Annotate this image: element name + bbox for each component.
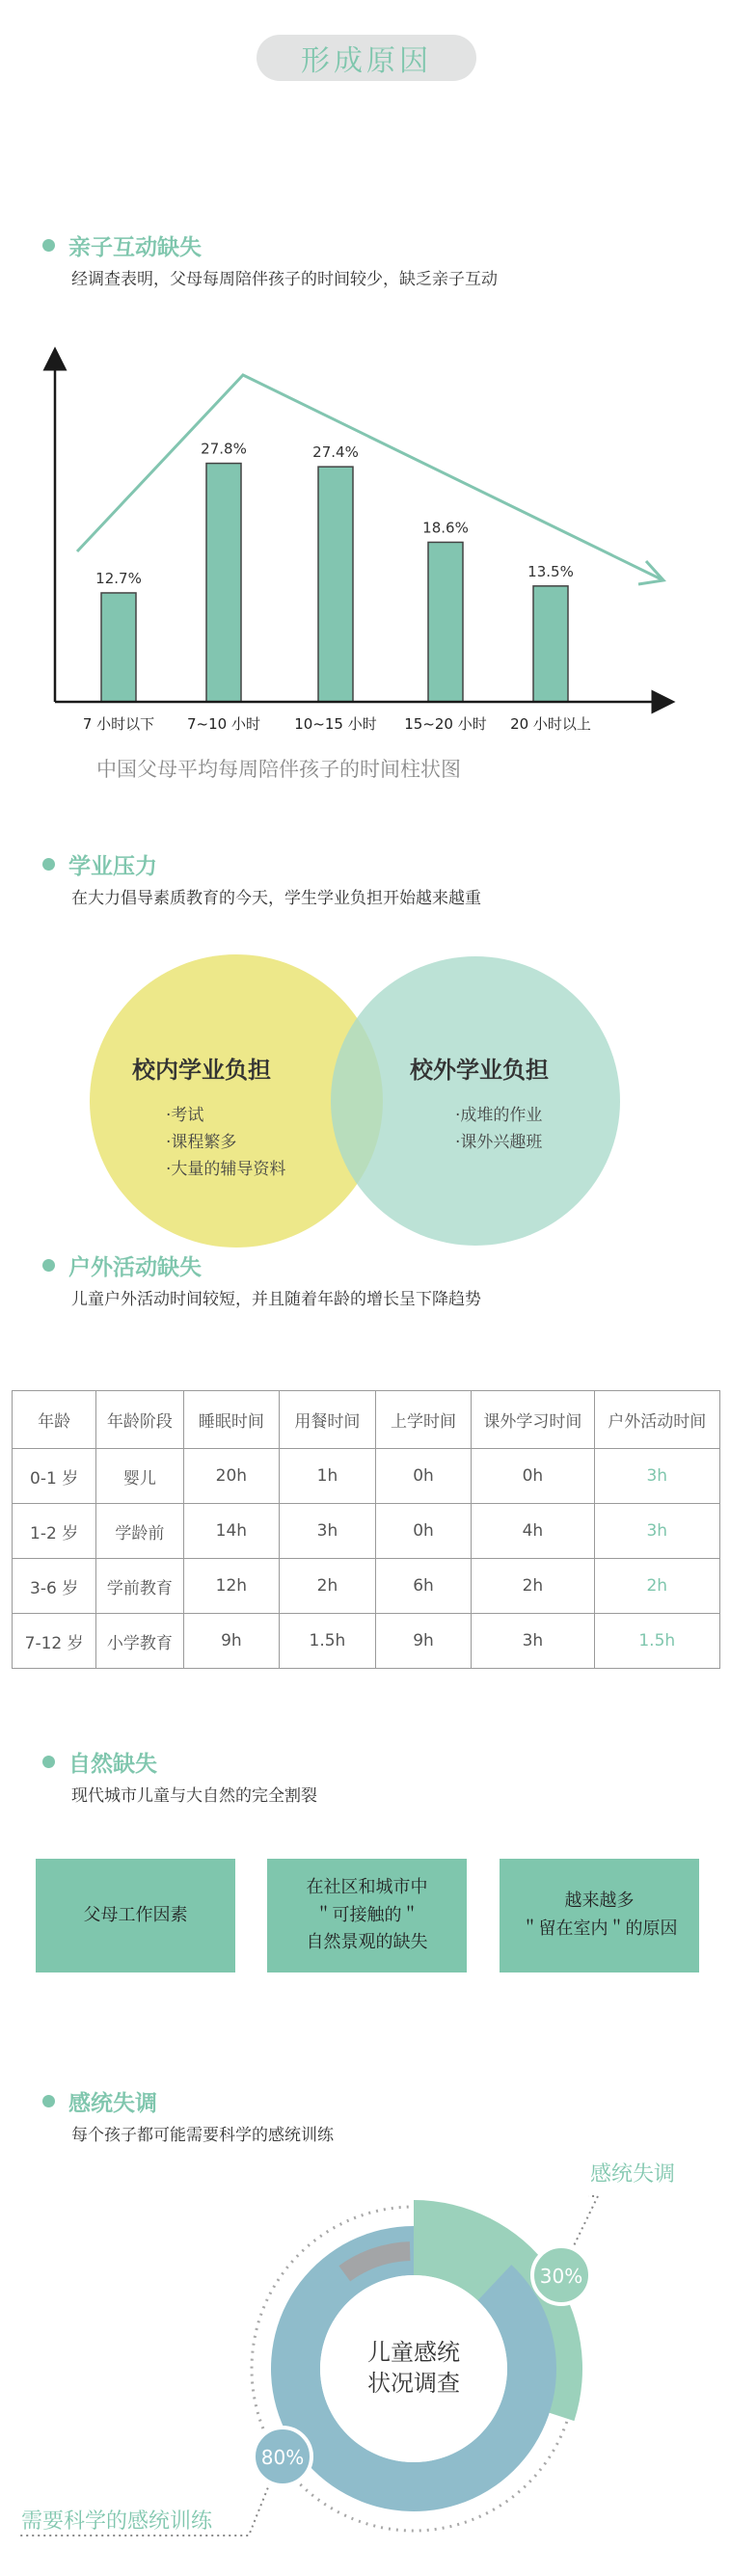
section-subtitle: 儿童户外活动时间较短，并且随着年龄的增长呈下降趋势 (71, 1290, 481, 1309)
percent-label-training: 80% (260, 2446, 305, 2469)
bullet-dot-icon (42, 2095, 55, 2107)
section-heading-text: 亲子互动缺失 (68, 235, 202, 260)
table-cell-outdoor: 1.5h (594, 1614, 719, 1669)
bar-chart-title: 中国父母平均每周陪伴孩子的时间柱状图 (96, 758, 461, 781)
section-subtitle: 经调查表明，父母每周陪伴孩子的时间较少，缺乏亲子互动 (71, 270, 498, 289)
table-cell: 0-1 岁 (13, 1449, 96, 1504)
bullet-dot-icon (42, 1756, 55, 1768)
table-cell: 14h (183, 1504, 280, 1559)
table-cell: 9h (183, 1614, 280, 1669)
table-header-cell: 课外学习时间 (472, 1391, 594, 1449)
donut-center-title-line: 状况调查 (367, 2370, 460, 2397)
section-heading-sensory (42, 2085, 157, 2117)
bar (101, 593, 136, 702)
activity-table (12, 1390, 720, 1669)
slice-label-training: 需要科学的感统训练 (21, 2509, 213, 2534)
table-cell: 7-12 岁 (13, 1614, 96, 1669)
nature-box-line: 自然景观的缺失 (306, 1932, 428, 1953)
section-heading-text: 学业压力 (68, 854, 157, 879)
bar-chart (0, 337, 730, 800)
bar (533, 586, 568, 702)
bar-value-label: 27.4% (312, 443, 359, 462)
table-cell: 0h (375, 1504, 472, 1559)
table-cell: 0h (472, 1449, 594, 1504)
table-cell: 1.5h (280, 1614, 376, 1669)
nature-box-parents-work (36, 1859, 235, 1972)
bar (318, 467, 353, 702)
x-tick-label: 7 小时以下 (82, 715, 155, 733)
bar-value-label: 18.6% (422, 519, 469, 537)
section-subtitle: 现代城市儿童与大自然的完全割裂 (71, 1786, 317, 1806)
section-heading-academic (42, 848, 157, 880)
nature-box-line: ＂可接触的＂ (314, 1904, 419, 1925)
venn-left-title: 校内学业负担 (132, 1057, 271, 1084)
nature-box-landscape (267, 1859, 467, 1972)
nature-box-line: 越来越多 (564, 1891, 635, 1912)
table-header-cell: 上学时间 (375, 1391, 472, 1449)
table-cell-outdoor: 2h (594, 1559, 719, 1614)
bullet-dot-icon (42, 858, 55, 871)
table-header-cell: 年龄阶段 (96, 1391, 183, 1449)
nature-box-line: ＂留在室内＂的原因 (521, 1919, 678, 1939)
section-heading-text: 户外活动缺失 (68, 1255, 202, 1280)
donut-center (320, 2275, 507, 2462)
x-tick-label: 10~15 小时 (294, 715, 377, 733)
table-row (13, 1614, 720, 1669)
section-heading-text: 感统失调 (68, 2091, 157, 2116)
table-cell: 0h (375, 1449, 472, 1504)
table-cell: 婴儿 (96, 1449, 183, 1504)
table-cell: 20h (183, 1449, 280, 1504)
bar-value-label: 13.5% (527, 562, 574, 580)
table-cell-outdoor: 3h (594, 1449, 719, 1504)
section-heading-parent-child (42, 229, 202, 261)
venn-left-item: ·课程繁多 (166, 1133, 237, 1152)
x-tick-label: 20 小时以上 (510, 715, 591, 733)
bullet-dot-icon (42, 239, 55, 252)
nature-box-indoor (500, 1859, 699, 1972)
venn-diagram (0, 940, 730, 1268)
table-cell: 3h (280, 1504, 376, 1559)
bullet-dot-icon (42, 1259, 55, 1272)
table-cell: 6h (375, 1559, 472, 1614)
nature-box-line: 父母工作因素 (83, 1904, 188, 1925)
nature-box-line: 在社区和城市中 (306, 1876, 428, 1897)
table-header-cell: 年龄 (13, 1391, 96, 1449)
table-row (13, 1559, 720, 1614)
table-header-row (13, 1391, 720, 1449)
table-cell: 3h (472, 1614, 594, 1669)
venn-right-item: ·成堆的作业 (455, 1106, 543, 1125)
table-cell: 3-6 岁 (13, 1559, 96, 1614)
table-header-cell: 睡眠时间 (183, 1391, 280, 1449)
venn-right-title: 校外学业负担 (410, 1057, 549, 1084)
table-cell: 4h (472, 1504, 594, 1559)
x-tick-label: 15~20 小时 (404, 715, 487, 733)
table-cell: 1h (280, 1449, 376, 1504)
table-header-cell: 户外活动时间 (594, 1391, 719, 1449)
section-subtitle: 在大力倡导素质教育的今天，学生学业负担开始越来越重 (71, 889, 481, 908)
table-cell: 2h (472, 1559, 594, 1614)
x-tick-label: 7~10 小时 (187, 715, 260, 733)
table-cell: 小学教育 (96, 1614, 183, 1669)
trend-line (77, 375, 663, 580)
percent-label-sensory: 30% (539, 2265, 583, 2288)
section-heading-text: 自然缺失 (68, 1752, 157, 1777)
table-header-cell: 用餐时间 (280, 1391, 376, 1449)
slice-label-sensory: 感统失调 (590, 2162, 676, 2187)
section-heading-outdoor (42, 1249, 202, 1281)
table-cell: 1-2 岁 (13, 1504, 96, 1559)
table-cell: 学前教育 (96, 1559, 183, 1614)
table-cell: 12h (183, 1559, 280, 1614)
bar (428, 542, 463, 702)
venn-left-item: ·考试 (166, 1106, 204, 1125)
bar (206, 464, 241, 702)
table-row (13, 1504, 720, 1559)
bar-value-label: 12.7% (95, 569, 142, 587)
venn-right-circle (331, 956, 620, 1246)
bar-value-label: 27.8% (201, 440, 247, 458)
table-cell: 2h (280, 1559, 376, 1614)
section-heading-nature (42, 1746, 157, 1778)
page-title: 形成原因 (301, 44, 432, 78)
table-cell: 9h (375, 1614, 472, 1669)
section-subtitle: 每个孩子都可能需要科学的感统训练 (71, 2126, 334, 2145)
page-title-pill (257, 35, 476, 81)
venn-right-item: ·课外兴趣班 (455, 1133, 543, 1152)
table-cell-outdoor: 3h (594, 1504, 719, 1559)
donut-center-title-line: 儿童感统 (367, 2339, 460, 2366)
donut-chart (0, 2150, 730, 2576)
venn-left-item: ·大量的辅导资料 (166, 1160, 286, 1179)
table-cell: 学龄前 (96, 1504, 183, 1559)
table-row (13, 1449, 720, 1504)
